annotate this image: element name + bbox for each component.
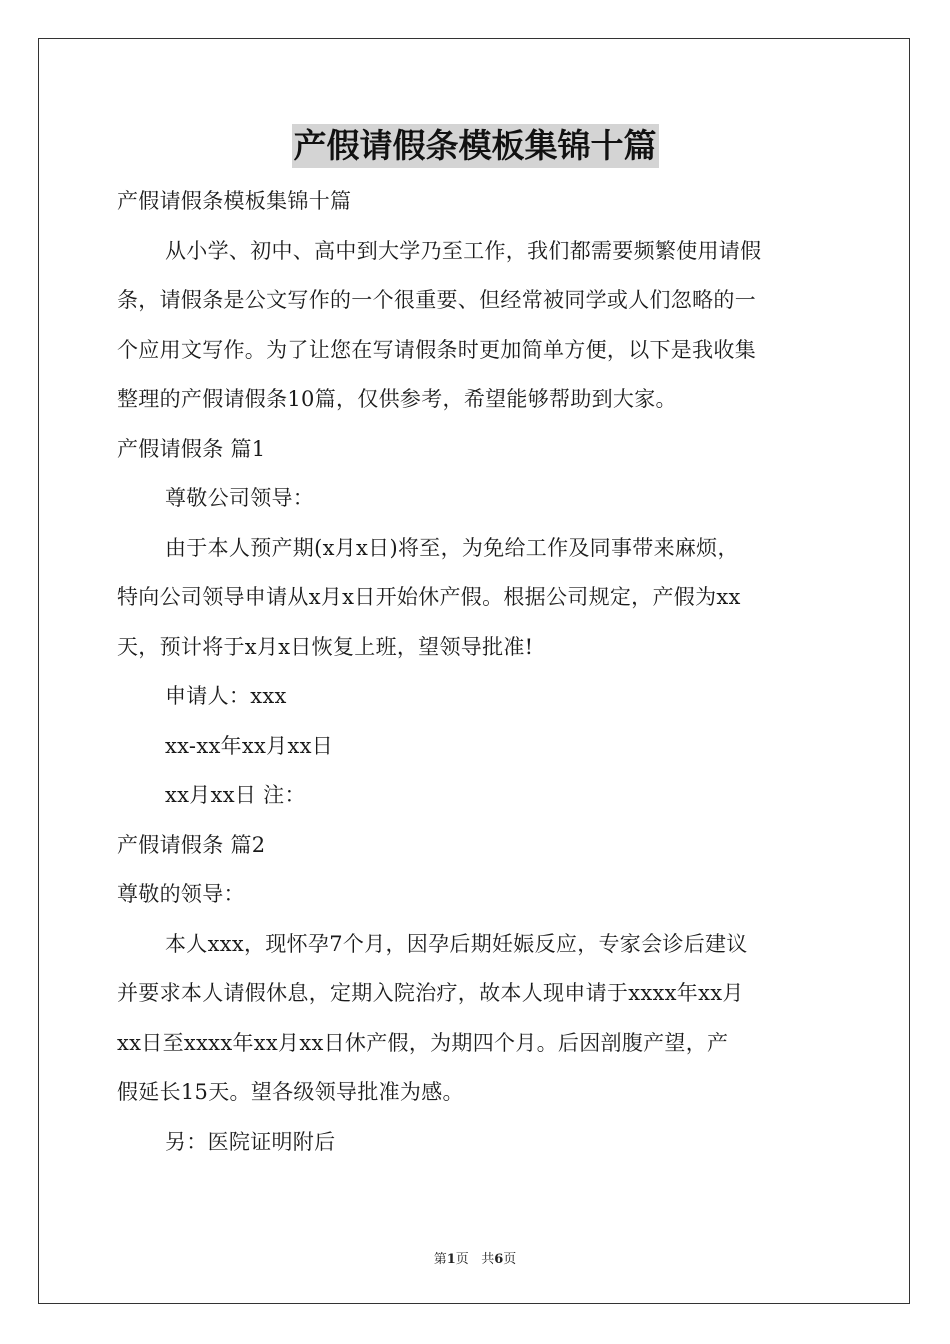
body-line: 条，请假条是公文写作的一个很重要、但经常被同学或人们忽略的一	[117, 288, 756, 312]
body-line: 天，预计将于x月x日恢复上班，望领导批准!	[117, 634, 534, 659]
footer-page-prefix: 第	[433, 1252, 447, 1267]
body-line: 从小学、初中、高中到大学乃至工作，我们都需要频繁使用请假	[165, 238, 762, 263]
body-line: 产假请假条模板集锦十篇	[117, 189, 352, 213]
body-line: xx日至xxxx年xx月xx日休产假，为期四个月。后因剖腹产望，产	[117, 1030, 729, 1055]
section-heading: 产假请假条 篇1	[117, 436, 266, 461]
body-line: 尊敬的领导：	[117, 882, 245, 906]
body-line: 个应用文写作。为了让您在写请假条时更加简单方便，以下是我收集	[117, 337, 756, 362]
footer-page-total: 6	[494, 1252, 504, 1267]
body-line: 由于本人预产期(x月x日)将至，为免给工作及同事带来麻烦，	[165, 535, 739, 560]
title-wrap	[0, 124, 950, 168]
body-line: 特向公司领导申请从x月x日开始休产假。根据公司规定，产假为xx	[117, 585, 741, 609]
body-line: 并要求本人请假休息，定期入院治疗，故本人现申请于xxxx年xx月	[117, 981, 744, 1005]
document-title: 产假请假条模板集锦十篇	[292, 124, 659, 168]
body-line: 整理的产假请假条10篇，仅供参考，希望能够帮助到大家。	[117, 387, 677, 411]
body-line: 另：医院证明附后	[165, 1129, 336, 1154]
body-line: 申请人：xxx	[165, 684, 287, 708]
footer-page-suffix: 页	[455, 1252, 469, 1267]
body-line: xx月xx日 注：	[165, 783, 306, 807]
footer-total-prefix: 共	[481, 1252, 495, 1267]
body-line: 本人xxx，现怀孕7个月，因孕后期妊娠反应，专家会诊后建议	[165, 931, 748, 956]
footer-page-current: 1	[446, 1252, 456, 1267]
section-heading: 产假请假条 篇2	[117, 832, 266, 857]
page-footer	[0, 1248, 950, 1267]
body-line: 假延长15天。望各级领导批准为感。	[117, 1080, 464, 1104]
document-body	[117, 177, 837, 1167]
body-line: xx-xx年xx月xx日	[165, 733, 334, 758]
body-line: 尊敬公司领导：	[165, 486, 315, 510]
footer-total-suffix: 页	[503, 1252, 517, 1267]
